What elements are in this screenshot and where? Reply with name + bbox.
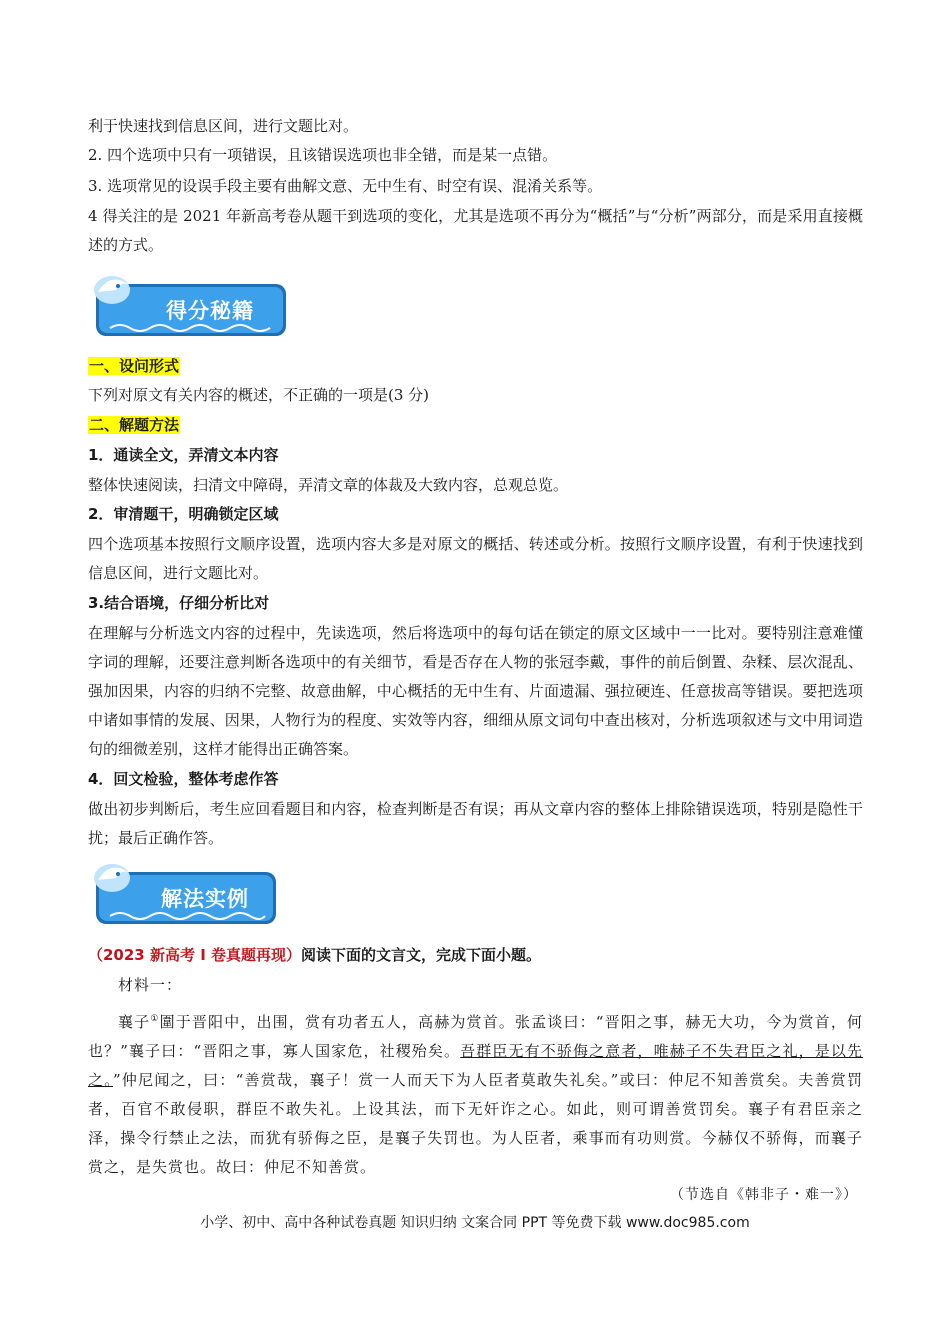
banner-title: 解法实例 <box>161 887 249 911</box>
section1-text: 下列对原文有关内容的概述，不正确的一项是(3 分) <box>88 386 430 404</box>
example-header <box>88 941 863 970</box>
intro-line-2: 2. 四个选项中只有一项错误，且该错误选项也非全错，而是某一点错。 <box>88 146 558 164</box>
intro-line-3: 3. 选项常见的设误手段主要有曲解文意、无中生有、时空有误、混淆关系等。 <box>88 177 603 195</box>
step4-text: 做出初步判断后，考生应回看题目和内容，检查判断是否有误；再从文章内容的整体上排除错误选项，特别是隐性干扰；最后正确作答。 <box>88 800 863 847</box>
section2-heading-row <box>88 411 863 440</box>
footnote-marker: ① <box>150 1014 160 1024</box>
banner-title: 得分秘籍 <box>166 299 254 323</box>
exam-source-tag: （2023 新高考 I 卷真题再现） <box>88 946 301 964</box>
passage-start: 襄子 <box>118 1013 151 1031</box>
step1-text: 整体快速阅读，扫清文中障碍，弄清文章的体裁及大致内容，总观总览。 <box>88 476 569 494</box>
step1-title: 1．通读全文，弄清文本内容 <box>88 446 279 464</box>
score-tips-banner <box>90 270 290 340</box>
intro-line-1: 利于快速找到信息区间，进行文题比对。 <box>88 117 359 135</box>
passage-part-c: ”仲尼闻之，曰：“善赏哉，襄子！赏一人而天下为人臣者莫敢失礼矣。”或曰：仲尼不知善赏矣。夫善赏罚者，百官不敢侵职，群臣不敢失礼。上设其法，而下无奸诈之心。如此，则可谓善赏罚矣。襄子有君臣亲之泽，操令行禁止之法，而犹有骄侮之臣，是襄子失罚也。为人臣者，乘事而有功则赏。今赫仅不骄侮，而襄子赏之，是失赏也。故曰：仲尼不知善赏。 <box>88 1071 863 1176</box>
section2-heading: 二、解题方法 <box>89 416 180 434</box>
step3-title: 3.结合语境，仔细分析比对 <box>88 594 270 612</box>
step2-title: 2．审清题干，明确锁定区域 <box>88 505 279 523</box>
underlined-sentence: 吾群臣无有不骄侮之意者，唯赫子不失君臣之礼，是以先之。 <box>88 1042 863 1089</box>
passage-part-b: 圍于晋阳中，出围，赏有功者五人，高赫为赏首。张孟谈曰：“晋阳之事，赫无大功，今为赏首，何也？”襄子曰：“晋阳之事，寡人国家危，社稷殆矣。 <box>88 1013 863 1060</box>
material-paragraph <box>88 1005 863 1182</box>
example-banner <box>90 858 290 928</box>
section1-heading-row <box>88 352 863 381</box>
section1-heading: 一、设问形式 <box>89 357 180 375</box>
step2-text: 四个选项基本按照行文顺序设置，选项内容大多是对原文的概括、转述或分析。按照行文顺序设置，有利于快速找到信息区间，进行文题比对。 <box>88 535 863 582</box>
example-instruction: 阅读下面的文言文，完成下面小题。 <box>301 946 542 964</box>
step4-title: 4．回文检验，整体考虑作答 <box>88 770 279 788</box>
step3-text: 在理解与分析选文内容的过程中，先读选项，然后将选项中的每句话在锁定的原文区域中一一比对。要特别注意难懂字词的理解，还要注意判断各选项中的有关细节，看是否存在人物的张冠李戴，事件的前后倒置、杂糅、层次混乱、强加因果，内容的归纳不完整、故意曲解，中心概括的无中生有、片面遗漏、强拉硬连、任意拔高等错误。要把选项中诸如事情的发展、因果，人物行为的程度、实效等内容，细细从原文词句中查出核对，分析选项叙述与文中用词造句的细微差别，这样才能得出正确答案。 <box>88 624 863 758</box>
intro-line-4: 4 得关注的是 2021 年新高考卷从题干到选项的变化，尤其是选项不再分为“概括”与“分析”两部分，而是采用直接概述的方式。 <box>88 207 863 254</box>
page-footer: 小学、初中、高中各种试卷真题 知识归纳 文案合同 PPT 等免费下载 www.doc985.com <box>200 1215 750 1231</box>
material-label: 材料一： <box>118 976 183 994</box>
passage-source: （节选自《韩非子・难一》） <box>670 1187 858 1203</box>
